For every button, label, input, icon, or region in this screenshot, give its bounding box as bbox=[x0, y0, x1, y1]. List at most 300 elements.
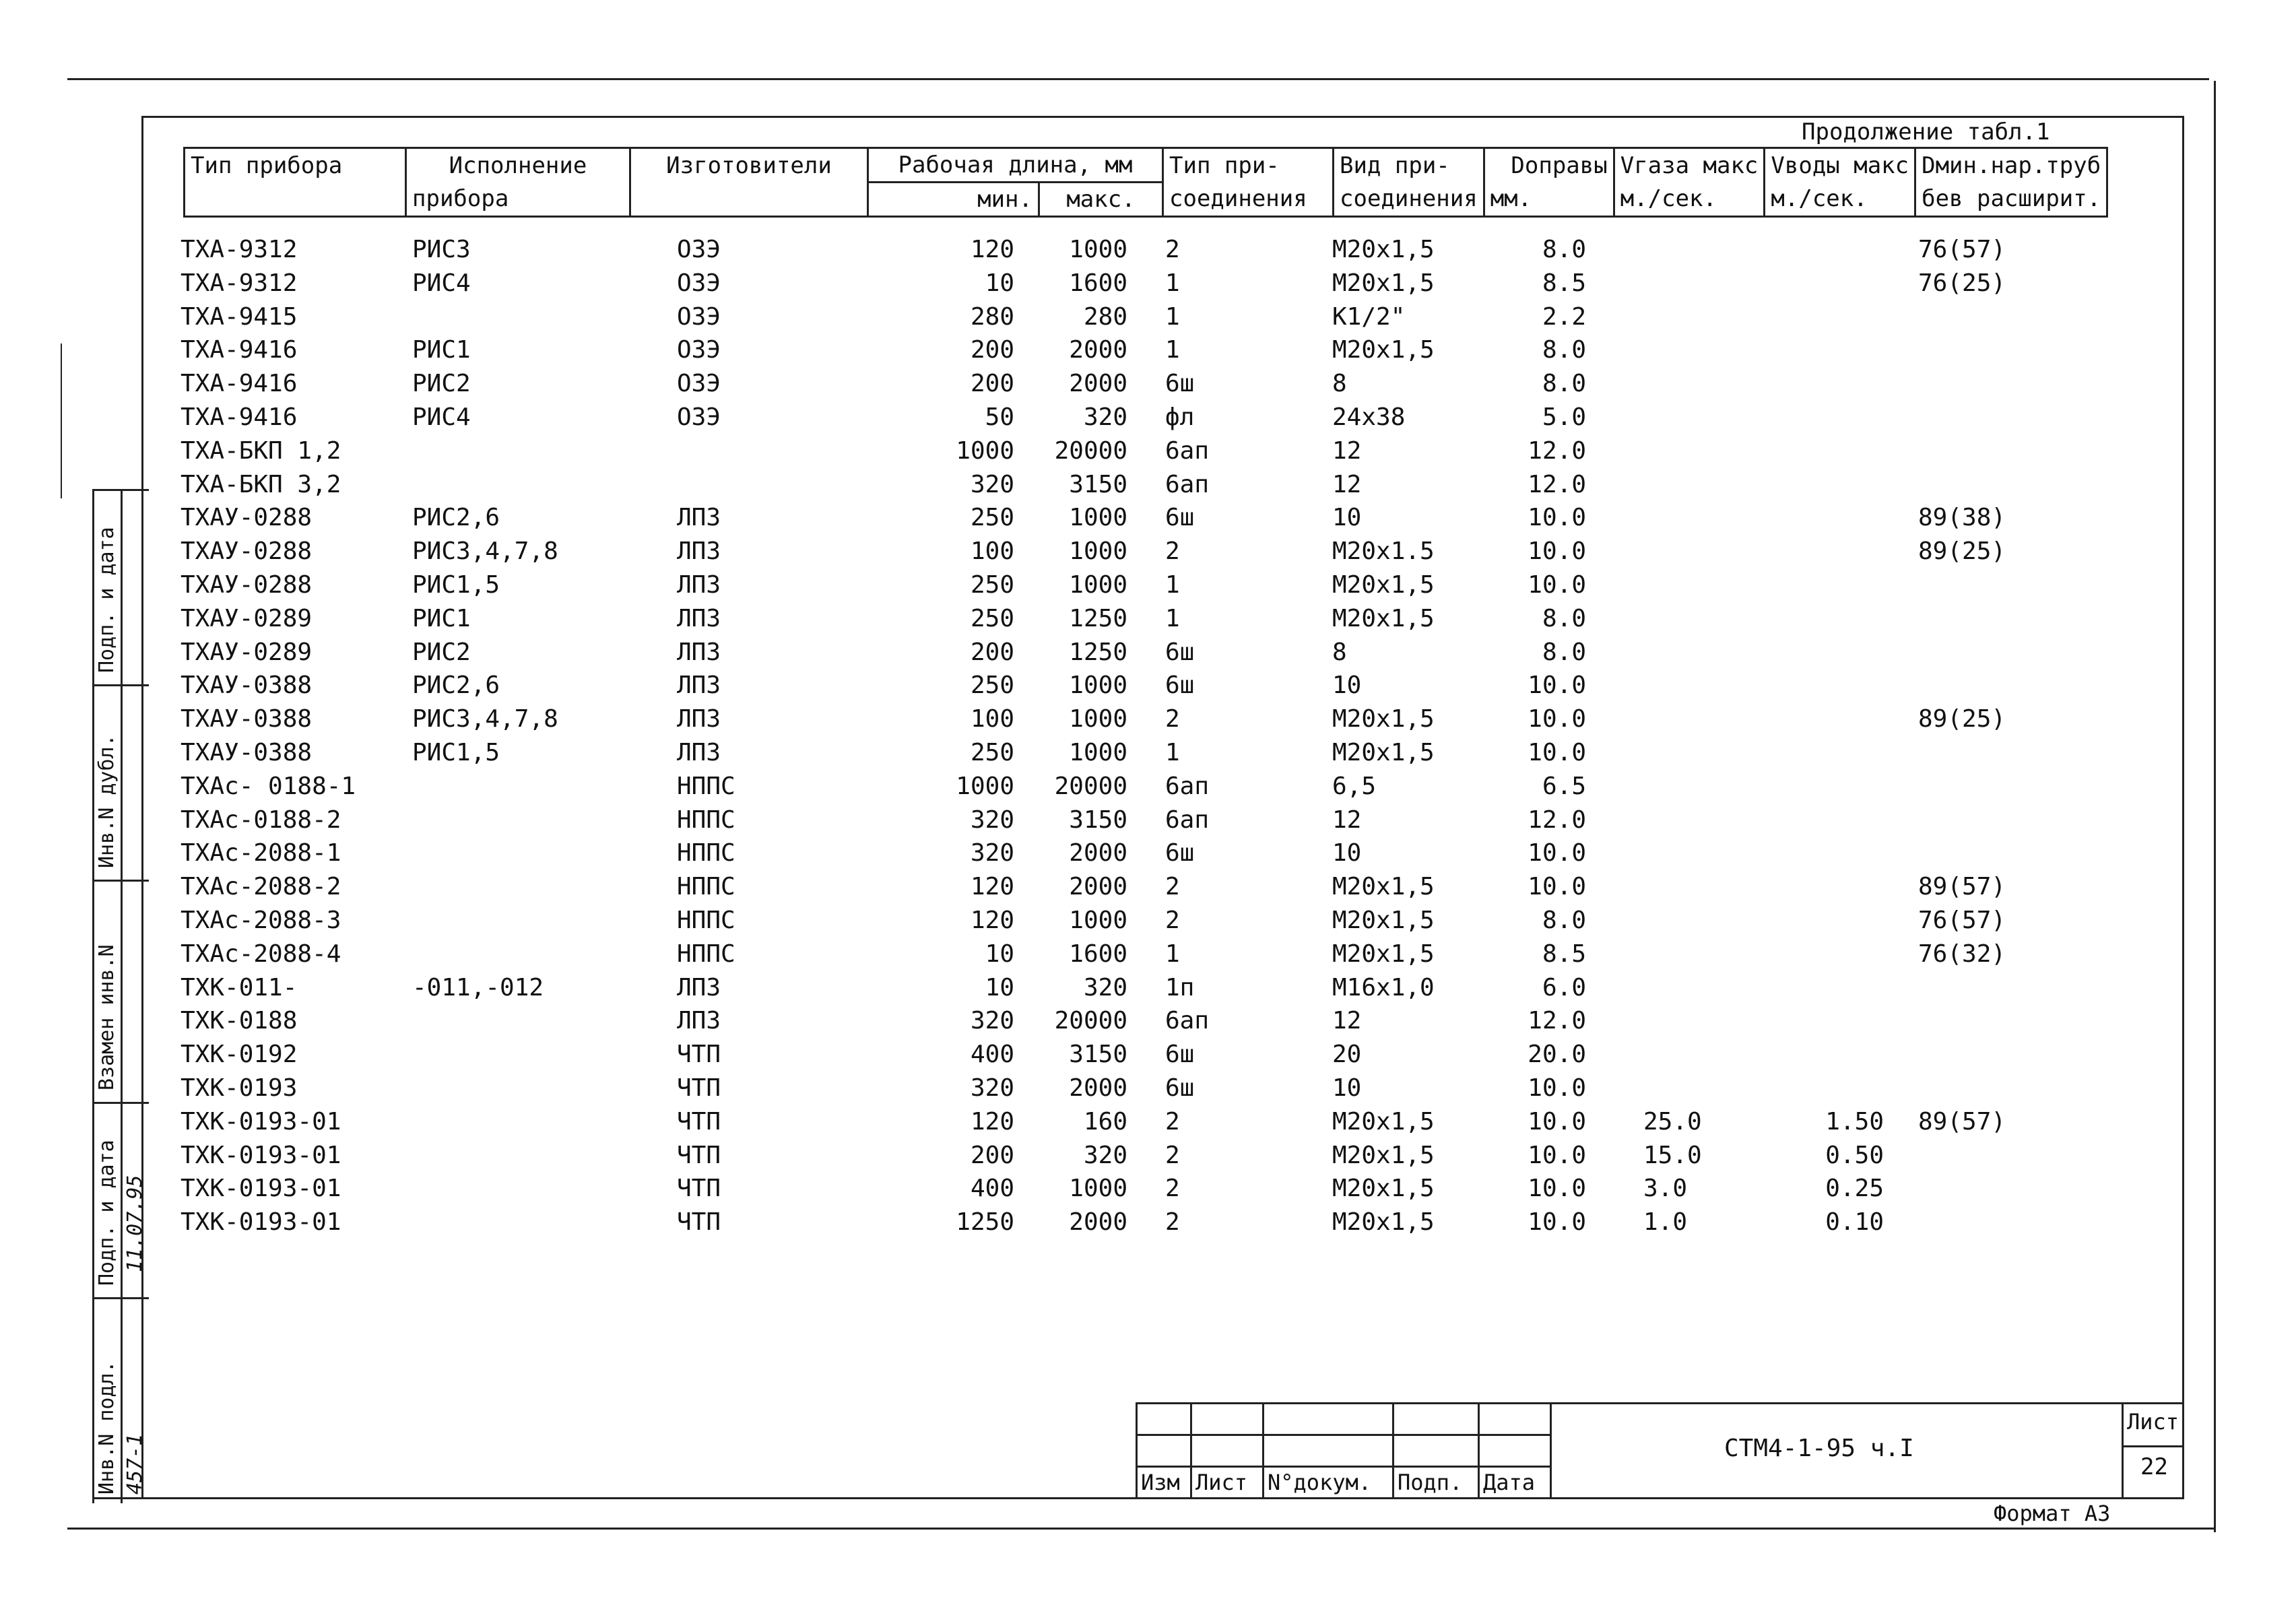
cell-type: ТХА-9415 bbox=[181, 302, 298, 331]
cell-allowance: 10.0 bbox=[1528, 570, 1586, 599]
cell-conn-type: 6ап bbox=[1165, 1007, 1210, 1035]
cell-len-min: 10 bbox=[985, 269, 1014, 297]
cell-len-max: 2000 bbox=[1069, 370, 1127, 398]
cell-type: ТХАУ-0388 bbox=[181, 705, 313, 733]
cell-conn-kind: М20х1,5 bbox=[1332, 940, 1435, 968]
cell-allowance: 8.0 bbox=[1542, 336, 1586, 364]
header-length-min: мин. bbox=[868, 183, 1039, 217]
cell-len-max: 2000 bbox=[1069, 1208, 1127, 1237]
cell-allowance: 5.0 bbox=[1542, 403, 1586, 431]
cell-allowance: 10.0 bbox=[1528, 873, 1586, 901]
outer-frame-bottom bbox=[67, 1528, 2216, 1530]
cell-len-max: 1000 bbox=[1069, 705, 1127, 733]
cell-len-max: 1000 bbox=[1069, 906, 1127, 934]
cell-maker: ОЗЭ bbox=[677, 403, 721, 431]
cell-len-max: 3150 bbox=[1069, 806, 1127, 834]
cell-maker: ЛПЗ bbox=[677, 570, 721, 599]
table-row bbox=[0, 336, 2296, 370]
table-row bbox=[0, 269, 2296, 303]
cell-version: РИС1 bbox=[412, 604, 471, 632]
cell-len-max: 1000 bbox=[1069, 236, 1127, 263]
header-conn-type-2: соединения bbox=[1163, 183, 1334, 217]
cell-len-max: 2000 bbox=[1069, 1074, 1127, 1102]
header-v-gas: Vгaзa макс bbox=[1614, 148, 1765, 183]
cell-maker: НППС bbox=[677, 940, 735, 968]
cell-maker: ЧТП bbox=[677, 1074, 721, 1102]
cell-type: ТХАУ-0388 bbox=[181, 671, 313, 700]
cell-type: ТХАУ-0288 bbox=[181, 537, 313, 566]
cell-allowance: 6.5 bbox=[1542, 772, 1586, 800]
sheet-label: Лист bbox=[2127, 1409, 2179, 1435]
cell-dmin: 89(25) bbox=[1918, 537, 2006, 566]
cell-conn-kind: 8 bbox=[1332, 370, 1347, 398]
cell-len-min: 320 bbox=[970, 1007, 1014, 1035]
table-row bbox=[0, 537, 2296, 571]
header-dmin: Dмин.нap.труб bbox=[1915, 148, 2107, 183]
cell-len-min: 320 bbox=[970, 806, 1014, 834]
cell-v-gas: 3.0 bbox=[1643, 1175, 1688, 1203]
table-row bbox=[0, 705, 2296, 739]
table-row bbox=[0, 1108, 2296, 1142]
cell-len-min: 250 bbox=[970, 738, 1014, 766]
cell-allowance: 10.0 bbox=[1528, 738, 1586, 766]
cell-type: ТХК-0193-01 bbox=[181, 1107, 341, 1136]
cell-len-min: 120 bbox=[970, 1107, 1014, 1136]
cell-type: ТХА-9312 bbox=[181, 269, 298, 297]
cell-len-max: 20000 bbox=[1054, 1007, 1127, 1035]
header-length: Рабочая длина, мм bbox=[868, 148, 1163, 183]
cell-conn-type: 1 bbox=[1165, 302, 1180, 331]
cell-len-min: 100 bbox=[970, 537, 1014, 566]
cell-version: РИС1 bbox=[412, 336, 471, 364]
cell-len-max: 3150 bbox=[1069, 470, 1127, 498]
cell-conn-kind: М20х1,5 bbox=[1332, 1107, 1435, 1136]
cell-len-min: 400 bbox=[970, 1041, 1014, 1069]
format-label: Формат А3 bbox=[1994, 1501, 2111, 1526]
cell-allowance: 12.0 bbox=[1528, 470, 1586, 498]
cell-conn-type: 1 bbox=[1165, 738, 1180, 766]
table-row bbox=[0, 605, 2296, 638]
table-row bbox=[0, 873, 2296, 907]
cell-maker: ЧТП bbox=[677, 1208, 721, 1237]
cell-maker: ЧТП bbox=[677, 1107, 721, 1136]
header-dmin-2: бeв расширит. bbox=[1915, 183, 2107, 217]
cell-type: ТХК-0193-01 bbox=[181, 1208, 341, 1237]
cell-len-max: 320 bbox=[1083, 403, 1127, 431]
cell-conn-kind: М20х1,5 bbox=[1332, 570, 1435, 599]
cell-maker: ЛПЗ bbox=[677, 671, 721, 700]
cell-type: ТХК-011- bbox=[181, 973, 298, 1002]
cell-allowance: 12.0 bbox=[1528, 1007, 1586, 1035]
cell-type: ТХАУ-0288 bbox=[181, 570, 313, 599]
cell-type: ТХАУ-0289 bbox=[181, 604, 313, 632]
cell-conn-kind: М20х1,5 bbox=[1332, 236, 1435, 263]
cell-conn-type: 2 bbox=[1165, 705, 1180, 733]
table-row bbox=[0, 671, 2296, 705]
cell-len-max: 2000 bbox=[1069, 839, 1127, 867]
header-allowance-2: мм. bbox=[1484, 183, 1614, 217]
cell-len-max: 1600 bbox=[1069, 269, 1127, 297]
cell-len-max: 280 bbox=[1083, 302, 1127, 331]
cell-conn-kind: М20х1,5 bbox=[1332, 738, 1435, 766]
stamp-handwritten-date: 11.07.95 bbox=[123, 1175, 147, 1272]
cell-conn-kind: 10 bbox=[1332, 671, 1362, 700]
cell-len-max: 1000 bbox=[1069, 671, 1127, 700]
cell-len-min: 200 bbox=[970, 336, 1014, 364]
header-version-2: прибора bbox=[406, 183, 630, 217]
title-block-top bbox=[1540, 1402, 2184, 1404]
cell-maker: ЧТП bbox=[677, 1041, 721, 1069]
cell-type: ТХАс-2088-1 bbox=[181, 839, 341, 867]
stamp-label-podp-1: Подп. и дата bbox=[95, 527, 119, 673]
cell-dmin: 76(25) bbox=[1918, 269, 2006, 297]
cell-maker: ЧТП bbox=[677, 1141, 721, 1169]
stamp-label-vzamen: Взамен инв.N bbox=[95, 944, 119, 1090]
cell-allowance: 8.5 bbox=[1542, 269, 1586, 297]
cell-conn-kind: М20х1,5 bbox=[1332, 336, 1435, 364]
header-v-water-2: м./сек. bbox=[1765, 183, 1915, 217]
cell-conn-kind: 12 bbox=[1332, 806, 1362, 834]
cell-allowance: 10.0 bbox=[1528, 504, 1586, 532]
cell-conn-kind: 24х38 bbox=[1332, 403, 1406, 431]
cell-allowance: 8.0 bbox=[1542, 236, 1586, 263]
table-row bbox=[0, 638, 2296, 672]
cell-len-max: 1250 bbox=[1069, 638, 1127, 666]
cell-conn-kind: М20х1,5 bbox=[1332, 1175, 1435, 1203]
cell-version: РИС4 bbox=[412, 403, 471, 431]
cell-dmin: 89(57) bbox=[1918, 1107, 2006, 1136]
cell-len-max: 160 bbox=[1083, 1107, 1127, 1136]
cell-version: РИС4 bbox=[412, 269, 471, 297]
approval-stamp-column bbox=[92, 489, 149, 1503]
cell-len-min: 1250 bbox=[956, 1208, 1014, 1237]
cell-dmin: 89(25) bbox=[1918, 705, 2006, 733]
col-izm: Изм bbox=[1137, 1467, 1191, 1499]
cell-maker: ОЗЭ bbox=[677, 302, 721, 331]
cell-len-min: 250 bbox=[970, 570, 1014, 599]
cell-conn-kind: М20х1,5 bbox=[1332, 1208, 1435, 1237]
cell-len-min: 400 bbox=[970, 1175, 1014, 1203]
cell-conn-kind: 10 bbox=[1332, 504, 1362, 532]
cell-conn-type: 6ш bbox=[1165, 1074, 1195, 1102]
title-block-sheet-divider bbox=[2122, 1402, 2124, 1499]
cell-maker: ЛПЗ bbox=[677, 738, 721, 766]
table-row bbox=[0, 1175, 2296, 1208]
cell-conn-type: 6ап bbox=[1165, 806, 1210, 834]
cell-allowance: 8.0 bbox=[1542, 906, 1586, 934]
cell-len-min: 200 bbox=[970, 1141, 1014, 1169]
cell-allowance: 10.0 bbox=[1528, 1074, 1586, 1102]
cell-type: ТХА-БКП 3,2 bbox=[181, 470, 341, 498]
cell-conn-type: 6ап bbox=[1165, 470, 1210, 498]
sheet-number: 22 bbox=[2140, 1453, 2168, 1480]
col-doc: N°докум. bbox=[1264, 1467, 1393, 1499]
cell-allowance: 20.0 bbox=[1528, 1041, 1586, 1069]
cell-allowance: 10.0 bbox=[1528, 671, 1586, 700]
cell-conn-kind: 20 bbox=[1332, 1041, 1362, 1069]
document-designation: СТМ4-1-95 ч.I bbox=[1724, 1435, 1914, 1462]
header-type-2 bbox=[185, 183, 406, 217]
cell-v-water: 0.25 bbox=[1825, 1175, 1884, 1203]
cell-len-min: 320 bbox=[970, 470, 1014, 498]
cell-conn-kind: М16х1,0 bbox=[1332, 973, 1435, 1002]
table-row bbox=[0, 571, 2296, 605]
table-row bbox=[0, 1074, 2296, 1108]
cell-len-min: 280 bbox=[970, 302, 1014, 331]
table-row bbox=[0, 303, 2296, 337]
table-row bbox=[0, 504, 2296, 537]
cell-len-max: 2000 bbox=[1069, 336, 1127, 364]
cell-v-water: 1.50 bbox=[1825, 1107, 1884, 1136]
cell-type: ТХАс- 0188-1 bbox=[181, 772, 356, 800]
cell-len-max: 20000 bbox=[1054, 436, 1127, 465]
cell-conn-type: 2 bbox=[1165, 1141, 1180, 1169]
cell-type: ТХА-9416 bbox=[181, 403, 298, 431]
cell-conn-kind: К1/2" bbox=[1332, 302, 1406, 331]
table-row bbox=[0, 1007, 2296, 1041]
cell-conn-type: 6ш bbox=[1165, 370, 1195, 398]
continuation-caption: Продолжение табл.1 bbox=[1802, 119, 2050, 145]
cell-conn-type: 2 bbox=[1165, 1175, 1180, 1203]
cell-len-max: 1000 bbox=[1069, 738, 1127, 766]
cell-len-min: 1000 bbox=[956, 772, 1014, 800]
cell-version: -011,-012 bbox=[412, 973, 544, 1002]
cell-len-min: 120 bbox=[970, 906, 1014, 934]
cell-conn-type: 2 bbox=[1165, 1107, 1180, 1136]
cell-len-max: 1000 bbox=[1069, 537, 1127, 566]
cell-conn-type: 2 bbox=[1165, 1208, 1180, 1237]
cell-maker: НППС bbox=[677, 906, 735, 934]
cell-version: РИС2,6 bbox=[412, 671, 500, 700]
cell-allowance: 8.0 bbox=[1542, 638, 1586, 666]
cell-conn-type: 1 bbox=[1165, 940, 1180, 968]
cell-type: ТХАс-2088-3 bbox=[181, 906, 341, 934]
cell-dmin: 76(32) bbox=[1918, 940, 2006, 968]
header-v-gas-2: м./сек. bbox=[1614, 183, 1765, 217]
col-date: Дата bbox=[1479, 1467, 1551, 1499]
header-makers: Изготовители bbox=[630, 148, 868, 183]
stamp-cell-podp-1 bbox=[92, 489, 149, 686]
table-row bbox=[0, 403, 2296, 437]
cell-conn-kind: М20х1,5 bbox=[1332, 269, 1435, 297]
table-row bbox=[0, 236, 2296, 269]
cell-type: ТХК-0192 bbox=[181, 1041, 298, 1069]
cell-conn-kind: М20х1,5 bbox=[1332, 873, 1435, 901]
cell-allowance: 10.0 bbox=[1528, 839, 1586, 867]
header-v-water: Vвoды макс bbox=[1765, 148, 1915, 183]
table-row bbox=[0, 1208, 2296, 1242]
table-row bbox=[0, 739, 2296, 773]
stamp-label-dubl: Инв.N дубл. bbox=[95, 734, 119, 868]
cell-conn-type: 2 bbox=[1165, 537, 1180, 566]
cell-dmin: 89(38) bbox=[1918, 504, 2006, 532]
stamp-cell-vzamen bbox=[92, 880, 149, 1104]
cell-len-min: 120 bbox=[970, 873, 1014, 901]
cell-len-max: 320 bbox=[1083, 1141, 1127, 1169]
cell-len-min: 1000 bbox=[956, 436, 1014, 465]
cell-conn-kind: М20х1,5 bbox=[1332, 1141, 1435, 1169]
cell-conn-type: 6ш bbox=[1165, 504, 1195, 532]
table-row bbox=[0, 940, 2296, 974]
cell-allowance: 6.0 bbox=[1542, 973, 1586, 1002]
cell-len-min: 120 bbox=[970, 236, 1014, 263]
cell-conn-type: 6ш bbox=[1165, 1041, 1195, 1069]
cell-maker: ОЗЭ bbox=[677, 370, 721, 398]
stamp-cell-podp-2 bbox=[92, 1102, 149, 1299]
cell-conn-type: 2 bbox=[1165, 906, 1180, 934]
cell-allowance: 8.0 bbox=[1542, 370, 1586, 398]
header-version: Исполнение bbox=[406, 148, 630, 183]
cell-maker: ОЗЭ bbox=[677, 336, 721, 364]
cell-conn-type: 1 bbox=[1165, 336, 1180, 364]
table-row bbox=[0, 773, 2296, 806]
cell-len-max: 2000 bbox=[1069, 873, 1127, 901]
cell-version: РИС2 bbox=[412, 370, 471, 398]
cell-conn-type: 6ап bbox=[1165, 772, 1210, 800]
cell-conn-kind: 12 bbox=[1332, 1007, 1362, 1035]
cell-maker: НППС bbox=[677, 806, 735, 834]
cell-len-max: 1000 bbox=[1069, 570, 1127, 599]
cell-maker: ЛПЗ bbox=[677, 1007, 721, 1035]
revision-table bbox=[1136, 1402, 1552, 1499]
cell-conn-kind: М20х1,5 bbox=[1332, 906, 1435, 934]
cell-maker: ЛПЗ bbox=[677, 973, 721, 1002]
cell-allowance: 10.0 bbox=[1528, 537, 1586, 566]
table-row bbox=[0, 471, 2296, 504]
cell-conn-type: 1п bbox=[1165, 973, 1195, 1002]
cell-conn-type: 1 bbox=[1165, 604, 1180, 632]
cell-conn-kind: 12 bbox=[1332, 470, 1362, 498]
header-makers-2 bbox=[630, 183, 868, 217]
cell-conn-kind: 6,5 bbox=[1332, 772, 1377, 800]
top-edge-line bbox=[67, 78, 2209, 80]
cell-len-max: 320 bbox=[1083, 973, 1127, 1002]
cell-len-min: 250 bbox=[970, 504, 1014, 532]
cell-conn-type: 1 bbox=[1165, 570, 1180, 599]
cell-type: ТХАУ-0289 bbox=[181, 638, 313, 666]
cell-type: ТХК-0193-01 bbox=[181, 1175, 341, 1203]
cell-len-max: 20000 bbox=[1054, 772, 1127, 800]
cell-conn-kind: 10 bbox=[1332, 1074, 1362, 1102]
data-table-body bbox=[0, 236, 2296, 1242]
cell-len-min: 320 bbox=[970, 1074, 1014, 1102]
cell-conn-kind: М20х1,5 bbox=[1332, 604, 1435, 632]
cell-type: ТХК-0193-01 bbox=[181, 1141, 341, 1169]
cell-type: ТХК-0188 bbox=[181, 1007, 298, 1035]
cell-maker: ОЗЭ bbox=[677, 236, 721, 263]
cell-len-max: 1600 bbox=[1069, 940, 1127, 968]
cell-type: ТХА-9416 bbox=[181, 336, 298, 364]
cell-maker: ЛПЗ bbox=[677, 537, 721, 566]
cell-len-min: 200 bbox=[970, 370, 1014, 398]
cell-maker: ЧТП bbox=[677, 1175, 721, 1203]
cell-allowance: 10.0 bbox=[1528, 1175, 1586, 1203]
cell-conn-kind: 12 bbox=[1332, 436, 1362, 465]
cell-conn-type: 2 bbox=[1165, 873, 1180, 901]
cell-version: РИС1,5 bbox=[412, 738, 500, 766]
stamp-label-inv: Инв.N подл. bbox=[95, 1360, 119, 1495]
cell-len-min: 250 bbox=[970, 671, 1014, 700]
cell-v-water: 0.10 bbox=[1825, 1208, 1884, 1237]
cell-version: РИС3,4,7,8 bbox=[412, 537, 558, 566]
cell-conn-type: 2 bbox=[1165, 236, 1180, 263]
cell-type: ТХАУ-0388 bbox=[181, 738, 313, 766]
cell-dmin: 89(57) bbox=[1918, 873, 2006, 901]
header-allowance: Dопpaвы bbox=[1484, 148, 1614, 183]
cell-conn-type: 6ш bbox=[1165, 839, 1195, 867]
cell-dmin: 76(57) bbox=[1918, 236, 2006, 263]
cell-maker: НППС bbox=[677, 873, 735, 901]
cell-len-max: 3150 bbox=[1069, 1041, 1127, 1069]
header-conn-kind: Вид при- bbox=[1334, 148, 1484, 183]
cell-conn-type: 6ап bbox=[1165, 436, 1210, 465]
cell-type: ТХАс-2088-2 bbox=[181, 873, 341, 901]
cell-version: РИС3 bbox=[412, 236, 471, 263]
col-podp: Подп. bbox=[1393, 1467, 1479, 1499]
cell-conn-type: 6ш bbox=[1165, 638, 1195, 666]
cell-len-min: 250 bbox=[970, 604, 1014, 632]
cell-conn-kind: 10 bbox=[1332, 839, 1362, 867]
cell-version: РИС2 bbox=[412, 638, 471, 666]
cell-allowance: 10.0 bbox=[1528, 1208, 1586, 1237]
stamp-cell-dubl bbox=[92, 684, 149, 882]
table-row bbox=[0, 1142, 2296, 1175]
cell-len-min: 320 bbox=[970, 839, 1014, 867]
cell-maker: НППС bbox=[677, 839, 735, 867]
cell-allowance: 10.0 bbox=[1528, 1141, 1586, 1169]
header-conn-kind-2: соединения bbox=[1334, 183, 1484, 217]
cell-type: ТХАс-2088-4 bbox=[181, 940, 341, 968]
cell-allowance: 10.0 bbox=[1528, 1107, 1586, 1136]
cell-type: ТХА-9312 bbox=[181, 236, 298, 263]
cell-allowance: 12.0 bbox=[1528, 806, 1586, 834]
cell-len-min: 10 bbox=[985, 940, 1014, 968]
cell-allowance: 12.0 bbox=[1528, 436, 1586, 465]
stamp-cell-inv bbox=[92, 1297, 149, 1505]
table-row bbox=[0, 437, 2296, 471]
cell-allowance: 8.0 bbox=[1542, 604, 1586, 632]
table-row bbox=[0, 1041, 2296, 1074]
table-row bbox=[0, 974, 2296, 1008]
cell-conn-type: фл bbox=[1165, 403, 1195, 431]
cell-len-max: 1250 bbox=[1069, 604, 1127, 632]
cell-conn-kind: 8 bbox=[1332, 638, 1347, 666]
cell-v-water: 0.50 bbox=[1825, 1141, 1884, 1169]
cell-dmin: 76(57) bbox=[1918, 906, 2006, 934]
cell-conn-kind: М20х1.5 bbox=[1332, 537, 1435, 566]
cell-len-max: 1000 bbox=[1069, 1175, 1127, 1203]
cell-type: ТХАс-0188-2 bbox=[181, 806, 341, 834]
cell-v-gas: 1.0 bbox=[1643, 1208, 1688, 1237]
cell-len-min: 200 bbox=[970, 638, 1014, 666]
column-header-table bbox=[183, 147, 2108, 218]
cell-v-gas: 25.0 bbox=[1643, 1107, 1702, 1136]
table-row bbox=[0, 370, 2296, 403]
header-conn-type: Тип при- bbox=[1163, 148, 1334, 183]
cell-maker: ЛПЗ bbox=[677, 504, 721, 532]
header-type: Тип прибора bbox=[185, 148, 406, 183]
cell-allowance: 8.5 bbox=[1542, 940, 1586, 968]
cell-maker: НППС bbox=[677, 772, 735, 800]
cell-maker: ОЗЭ bbox=[677, 269, 721, 297]
cell-maker: ЛПЗ bbox=[677, 604, 721, 632]
cell-len-min: 100 bbox=[970, 705, 1014, 733]
cell-type: ТХК-0193 bbox=[181, 1074, 298, 1102]
cell-version: РИС3,4,7,8 bbox=[412, 705, 558, 733]
cell-version: РИС2,6 bbox=[412, 504, 500, 532]
table-row bbox=[0, 839, 2296, 873]
header-length-max: макс. bbox=[1039, 183, 1163, 217]
